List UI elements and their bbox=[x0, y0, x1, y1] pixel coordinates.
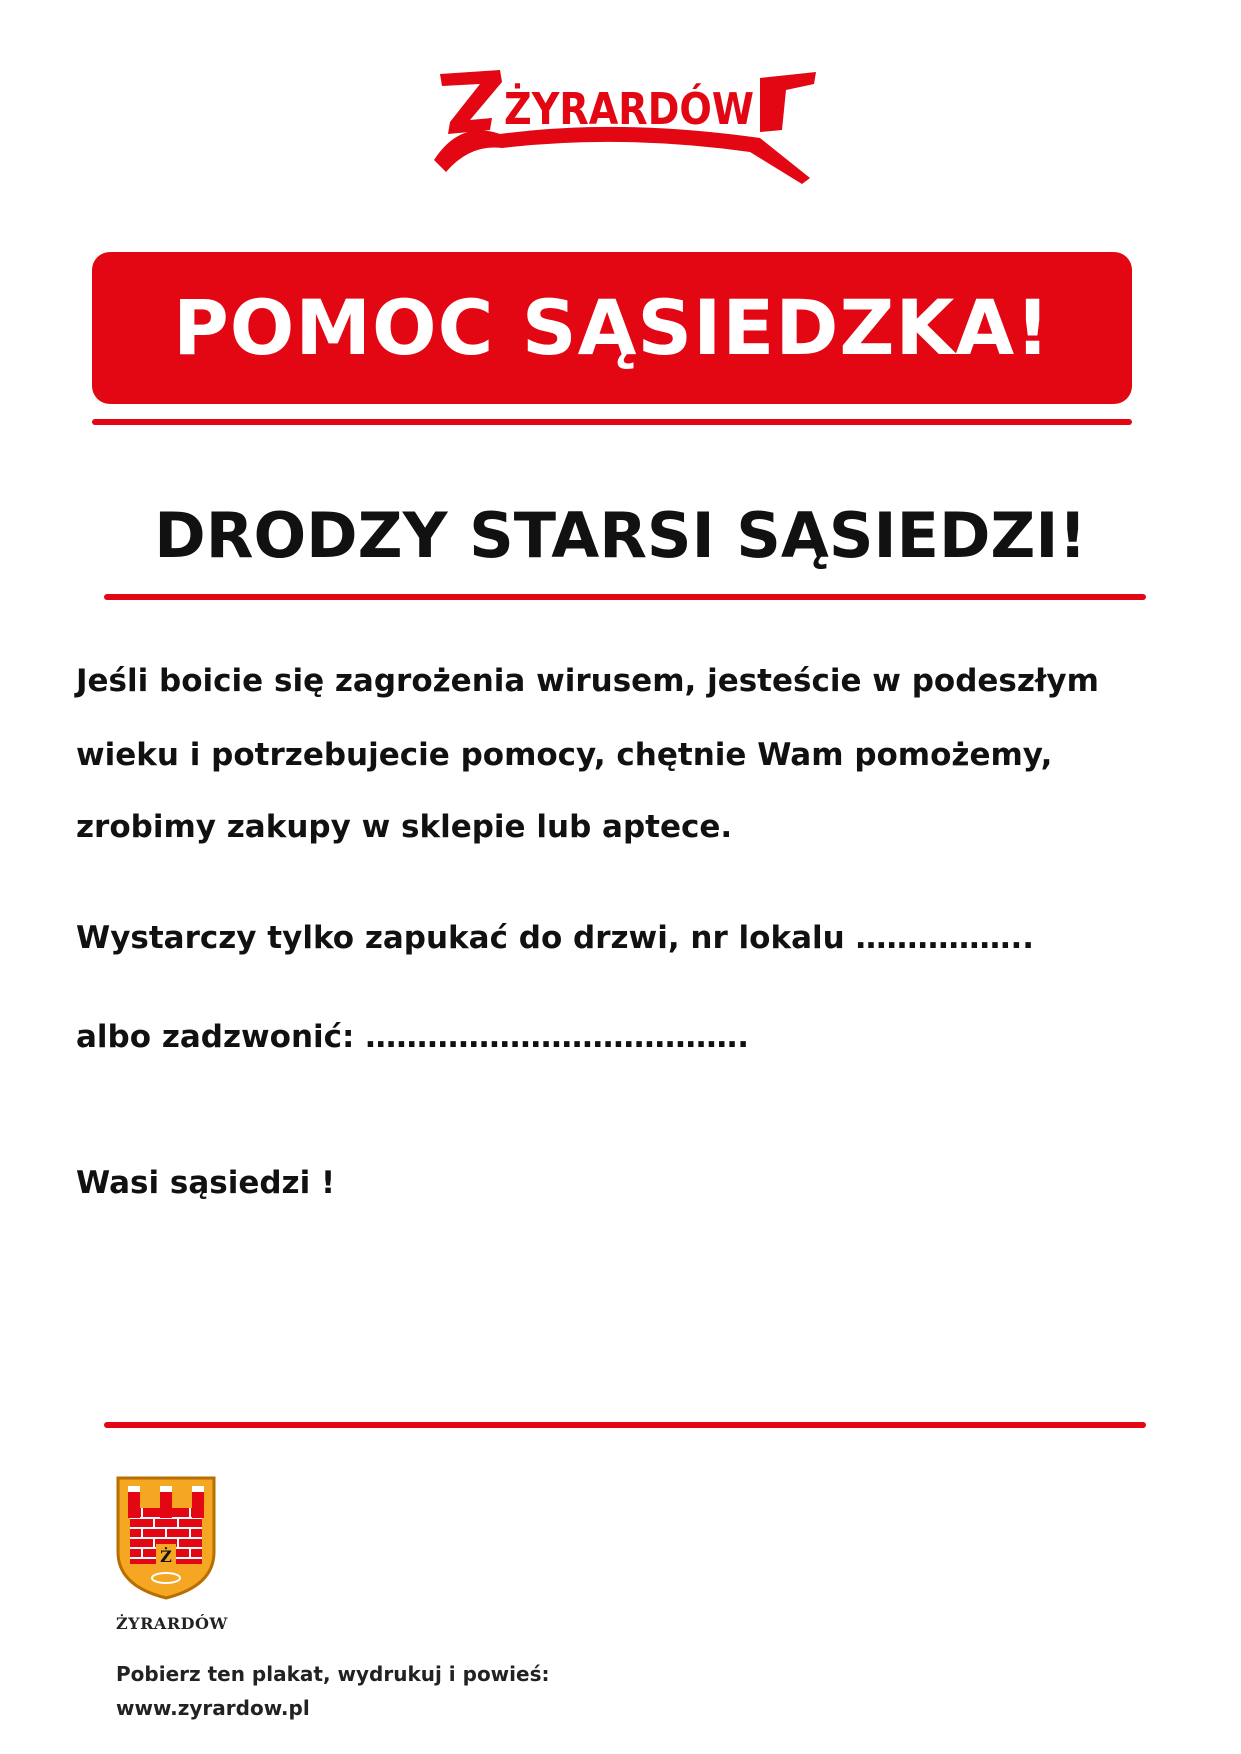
title-banner bbox=[92, 252, 1132, 404]
logo-wordmark-text: ŻYRARDÓW bbox=[504, 84, 793, 135]
body-line-1: Jeśli boicie się zagrożenia wirusem, jesteście w podeszłym bbox=[76, 663, 1099, 699]
banner-title: POMOC SĄSIEDZKA! bbox=[173, 283, 1051, 372]
apartment-number-line: Wystarczy tylko zapukać do drzwi, nr lokalu …………….. bbox=[76, 920, 1035, 956]
phone-number-line: albo zadzwonić: ………………………………. bbox=[76, 1019, 749, 1055]
zyrardow-logo bbox=[430, 60, 820, 190]
download-note: Pobierz ten plakat, wydrukuj i powieś: bbox=[116, 1662, 550, 1686]
coat-of-arms-icon bbox=[114, 1474, 218, 1602]
crest-caption: ŻYRARDÓW bbox=[116, 1614, 228, 1633]
divider-heading bbox=[104, 594, 1146, 600]
greeting-heading: DRODZY STARSI SĄSIEDZI! bbox=[154, 499, 1087, 572]
body-line-2: wieku i potrzebujecie pomocy, chętnie Wam pomożemy, bbox=[76, 737, 1053, 773]
zyrardow-logo-icon bbox=[430, 60, 820, 190]
divider-top bbox=[92, 419, 1132, 425]
signature: Wasi sąsiedzi ! bbox=[76, 1165, 336, 1201]
divider-footer bbox=[104, 1422, 1146, 1428]
svg-text:Ż: Ż bbox=[160, 1547, 172, 1566]
body-line-3: zrobimy zakupy w sklepie lub aptece. bbox=[76, 809, 733, 845]
website-link[interactable]: www.zyrardow.pl bbox=[116, 1696, 310, 1720]
